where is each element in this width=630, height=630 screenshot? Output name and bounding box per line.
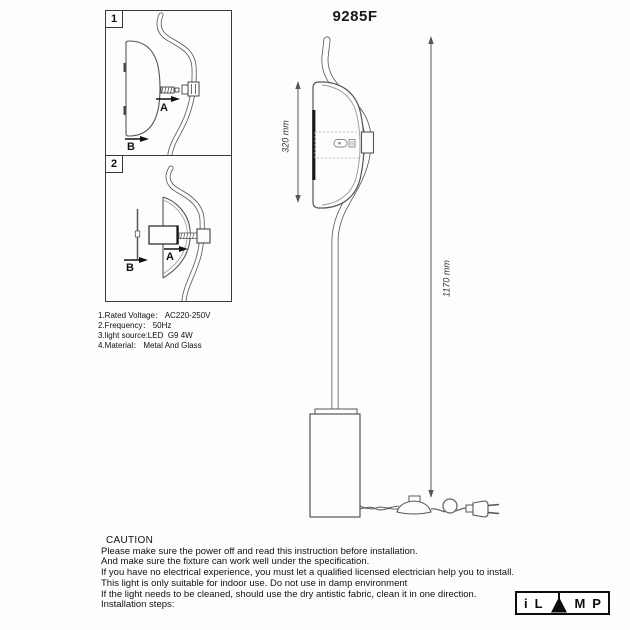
step-2-direction-b-label: B <box>126 262 134 274</box>
logo-letter-l: L <box>534 595 543 611</box>
caution-line: This light is only suitable for indoor use. Do not use in damp environment <box>101 577 408 589</box>
spec-frequency: 2.Frequency： 50Hz <box>98 321 172 330</box>
ilamp-logo <box>515 591 610 615</box>
model-number: 9285F <box>332 8 378 25</box>
spec-light-source: 3.light source:LED G9 4W <box>98 331 193 340</box>
spec-rated-voltage: 1.Rated Voltage： AC220-250V <box>98 311 211 320</box>
caution-heading: CAUTION <box>106 535 154 546</box>
lamp-triangle-icon <box>550 593 568 613</box>
step-1-direction-a-label: A <box>160 102 168 114</box>
logo-letter-m: M <box>574 595 586 611</box>
shade-dimension-label: 320 mm <box>280 120 291 153</box>
step-2-panel <box>105 155 232 302</box>
step-1-direction-b-label: B <box>127 141 135 153</box>
logo-letter-p: P <box>592 595 601 611</box>
caution-line: If you have no electrical experience, you must let a qualified licensed electrician help you to install. <box>101 567 514 579</box>
step-2-number: 2 <box>106 156 123 173</box>
height-dimension-label: 1170 mm <box>441 260 452 297</box>
step-2-direction-a-label: A <box>166 251 174 263</box>
step-2-diagram <box>106 156 231 301</box>
caution-line: And make sure the fixture can work well under the specification. <box>101 556 370 568</box>
caution-line: Please make sure the power off and read this instruction before installation. <box>101 545 418 557</box>
logo-letter-i: i <box>524 595 528 611</box>
step-1-number: 1 <box>106 11 123 28</box>
caution-section <box>101 536 514 611</box>
caution-line: If the light needs to be cleaned, should use the dry antistic fabric, clean it in one direction. <box>101 588 477 600</box>
caution-line: Installation steps: <box>101 599 175 611</box>
specifications-list <box>98 311 211 351</box>
spec-material: 4.Material： Metal And Glass <box>98 341 202 350</box>
step-1-diagram <box>106 11 231 155</box>
lamp-diagram <box>262 25 502 535</box>
step-1-panel <box>105 10 232 156</box>
